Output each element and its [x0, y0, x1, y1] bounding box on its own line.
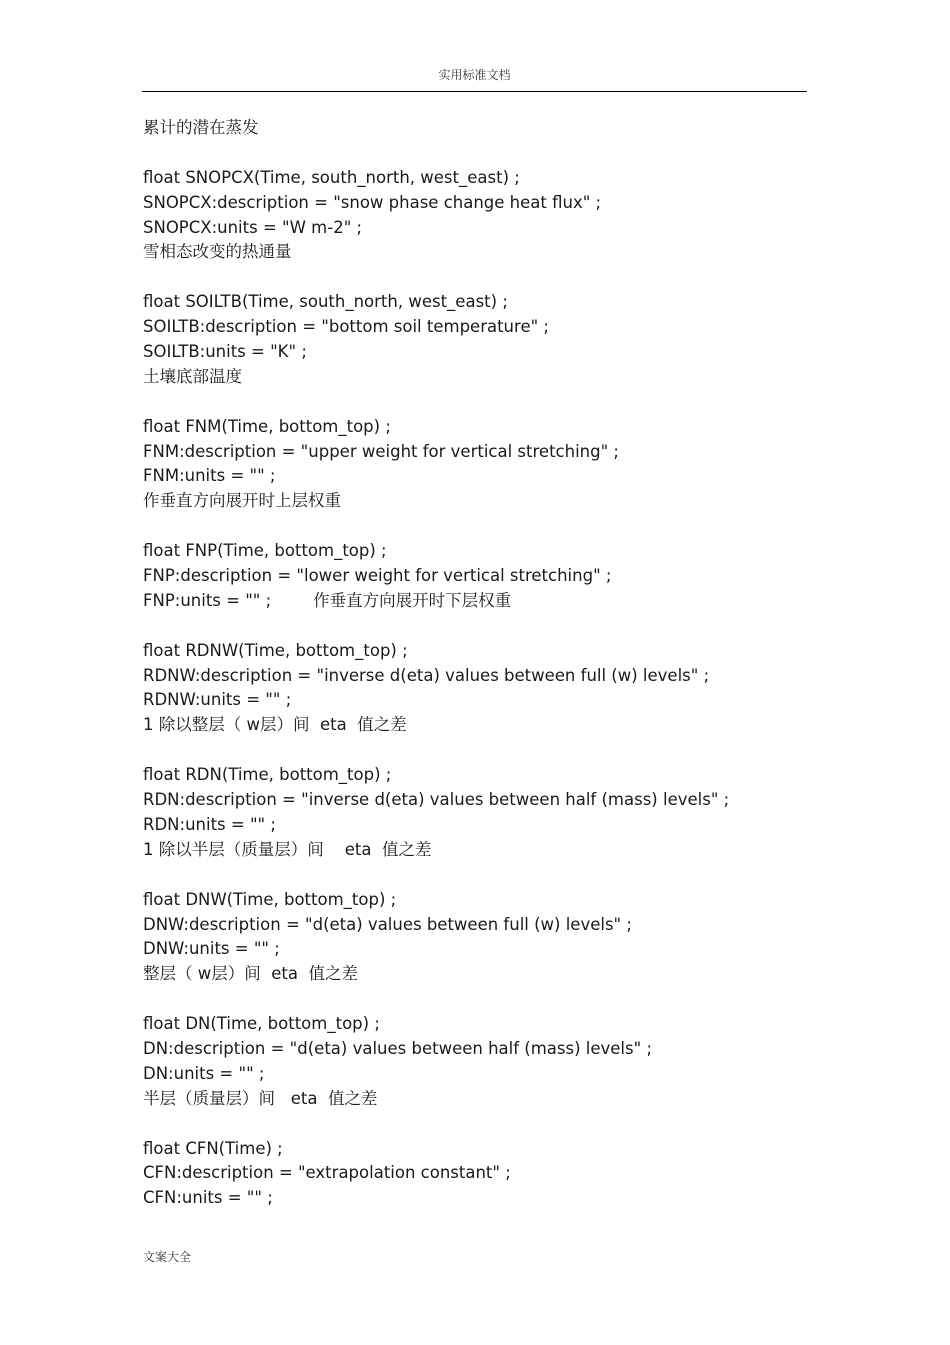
- text-block: [143, 116, 823, 141]
- text-line: FNM:units = "" ;: [143, 466, 276, 486]
- text-line: 整层（ w层）间 eta 值之差: [143, 964, 358, 984]
- text-line: float CFN(Time) ;: [143, 1138, 283, 1158]
- text-line: DN:description = "d(eta) values between half (mass) levels" ;: [143, 1038, 653, 1058]
- text-block: [143, 539, 823, 614]
- text-line: RDN:description = "inverse d(eta) values between half (mass) levels" ;: [143, 790, 730, 810]
- text-block: [143, 888, 823, 988]
- text-line: SNOPCX:description = "snow phase change heat flux" ;: [143, 192, 602, 212]
- text-line: float RDN(Time, bottom_top) ;: [143, 765, 392, 785]
- text-line: CFN:units = "" ;: [143, 1188, 273, 1208]
- text-line: RDNW:units = "" ;: [143, 690, 292, 710]
- page-footer: 文案大全: [143, 1250, 192, 1264]
- text-line: DNW:description = "d(eta) values between full (w) levels" ;: [143, 914, 632, 934]
- text-line: RDNW:description = "inverse d(eta) values between full (w) levels" ;: [143, 665, 710, 685]
- text-line: DNW:units = "" ;: [143, 939, 280, 959]
- text-line: float FNP(Time, bottom_top) ;: [143, 541, 387, 561]
- text-line: FNP:description = "lower weight for vertical stretching" ;: [143, 566, 612, 586]
- text-line: CFN:description = "extrapolation constant" ;: [143, 1163, 511, 1183]
- text-line: DN:units = "" ;: [143, 1063, 265, 1083]
- text-block: [143, 1137, 823, 1212]
- text-line: float DNW(Time, bottom_top) ;: [143, 889, 397, 909]
- text-line: FNP:units = "" ; 作垂直方向展开时下层权重: [143, 590, 512, 610]
- text-block: [143, 290, 823, 390]
- text-block: [143, 166, 823, 266]
- text-block: [143, 1012, 823, 1112]
- text-line: 累计的潜在蒸发: [143, 118, 259, 137]
- page-header: 实用标准文档: [438, 68, 511, 82]
- text-line: float SNOPCX(Time, south_north, west_east) ;: [143, 167, 520, 187]
- text-line: 作垂直方向展开时上层权重: [143, 491, 341, 511]
- text-block: [143, 415, 823, 515]
- text-line: SNOPCX:units = "W m-2" ;: [143, 217, 363, 237]
- text-line: float DN(Time, bottom_top) ;: [143, 1014, 380, 1034]
- text-line: 土壤底部温度: [143, 366, 242, 386]
- text-block: [143, 639, 823, 739]
- text-line: SOILTB:description = "bottom soil temperature" ;: [143, 317, 549, 337]
- text-line: 1 除以整层（ w层）间 eta 值之差: [143, 715, 407, 735]
- header-rule: [142, 91, 807, 92]
- text-line: 1 除以半层（质量层）间 eta 值之差: [143, 839, 432, 859]
- text-block: [143, 763, 823, 863]
- text-line: 半层（质量层）间 eta 值之差: [143, 1088, 378, 1108]
- document-body: [143, 116, 823, 1211]
- text-line: FNM:description = "upper weight for vertical stretching" ;: [143, 441, 619, 461]
- text-line: 雪相态改变的热通量: [143, 242, 292, 262]
- text-line: float SOILTB(Time, south_north, west_east) ;: [143, 292, 508, 312]
- text-line: RDN:units = "" ;: [143, 814, 276, 834]
- text-line: float RDNW(Time, bottom_top) ;: [143, 640, 408, 660]
- text-line: SOILTB:units = "K" ;: [143, 342, 307, 362]
- text-line: float FNM(Time, bottom_top) ;: [143, 416, 391, 436]
